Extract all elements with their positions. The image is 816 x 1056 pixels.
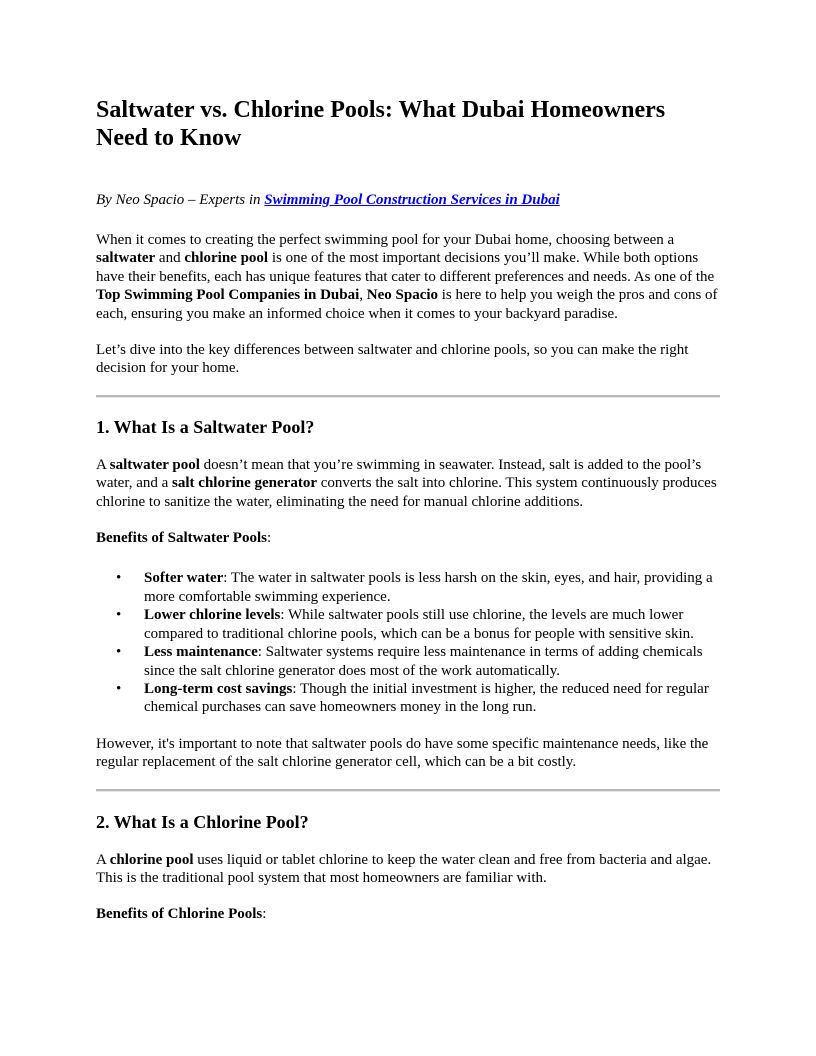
section-divider xyxy=(96,395,720,397)
intro-paragraph-2: Let’s dive into the key differences between saltwater and chlorine pools, so you can make the right decision for your home. xyxy=(96,342,689,377)
bullet-icon: • xyxy=(116,570,122,587)
section-divider xyxy=(96,789,720,791)
intro-text: is here to help you weigh the pros and cons of each, ensuring you make an informed choice when it comes to your backyard paradise. xyxy=(96,287,718,322)
bold-saltwater-pool: saltwater pool xyxy=(109,456,200,473)
bullet-icon: • xyxy=(116,680,122,697)
section-heading-saltwater: 1. What Is a Saltwater Pool? xyxy=(96,416,315,437)
benefits-list xyxy=(96,569,720,716)
list-item-bold: Lower chlorine levels xyxy=(144,607,281,624)
benefits-saltwater-label xyxy=(96,529,720,547)
list-item-text: : Though the initial investment is higher, the reduced need for regular chemical purchases can save homeowners money in the long run. xyxy=(144,680,709,716)
services-link[interactable]: Swimming Pool Construction Services in Dubai xyxy=(264,192,560,208)
para-text: converts the salt into chlorine. This system continuously produces chlorine to sanitize the water, eliminating the need for manual chlorine additions. xyxy=(96,475,717,510)
intro-bold-neo-spacio: Neo Spacio xyxy=(366,287,439,304)
byline-prefix: By Neo Spacio – Experts in xyxy=(96,192,265,208)
section-heading-chlorine: 2. What Is a Chlorine Pool? xyxy=(96,811,309,832)
benefits-colon: : xyxy=(262,906,267,923)
list-item-bold: Softer water xyxy=(144,570,224,587)
intro-paragraph xyxy=(96,231,720,323)
list-item-text: : The water in saltwater pools is less harsh on the skin, eyes, and hair, providing a more comfortable swimming experience. xyxy=(144,570,713,605)
list-item xyxy=(96,643,720,680)
intro-text: , xyxy=(359,287,367,304)
benefits-label-text: Benefits of Chlorine Pools xyxy=(96,906,263,923)
intro-bold-chlorine-pool: chlorine pool xyxy=(184,250,269,267)
bold-salt-chlorine-generator: salt chlorine generator xyxy=(172,475,317,492)
para-text: A xyxy=(96,851,110,868)
list-item-text: : While saltwater pools still use chlorine, the levels are much lower compared to traditional chlorine pools, which can be a bonus for people with sensitive skin. xyxy=(144,607,694,642)
however-paragraph: However, it's important to note that saltwater pools do have some specific maintenance needs, like the regular replacement of the salt chlorine generator cell, which can be a bit costly. xyxy=(96,735,709,771)
benefits-colon: : xyxy=(266,530,272,547)
para-text: A xyxy=(96,456,110,473)
list-item xyxy=(96,606,720,643)
bullet-icon: • xyxy=(116,607,122,624)
benefits-label-text: Benefits of Saltwater Pools xyxy=(96,530,267,547)
chlorine-paragraph xyxy=(96,851,720,888)
list-item xyxy=(96,569,720,606)
saltwater-paragraph xyxy=(96,456,720,511)
intro-bold-saltwater: saltwater xyxy=(96,250,156,267)
bold-chlorine-pool: chlorine pool xyxy=(109,851,194,868)
article xyxy=(96,96,720,924)
bullet-icon: • xyxy=(116,644,122,661)
list-item-text: : Saltwater systems require less maintenance in terms of adding chemicals since the salt chlorine generator does most of the work automatically. xyxy=(144,644,703,679)
intro-text: When it comes to creating the perfect swimming pool for your Dubai home, choosing between a xyxy=(96,232,675,248)
benefits-chlorine-label xyxy=(96,905,720,923)
para-text: uses liquid or tablet chlorine to keep the water clean and free from bacteria and algae. This is the traditional pool system that most homeowners are familiar with. xyxy=(96,851,712,886)
intro-bold-top-companies: Top Swimming Pool Companies in Dubai xyxy=(96,287,360,304)
para-text: doesn’t mean that you’re swimming in seawater. Instead, salt is added to the pool’s water, and a xyxy=(96,456,702,492)
intro-text: and xyxy=(155,250,185,267)
intro-text: is one of the most important decisions you’ll make. While both options have their benefits, each has unique features that cater to different preferences and needs. As one of the xyxy=(96,250,715,285)
byline xyxy=(96,191,720,209)
article-title: Saltwater vs. Chlorine Pools: What Dubai Homeowners Need to Know xyxy=(96,97,666,151)
list-item-bold: Long-term cost savings xyxy=(144,680,293,697)
list-item xyxy=(96,680,720,717)
list-item-bold: Less maintenance xyxy=(144,644,258,661)
